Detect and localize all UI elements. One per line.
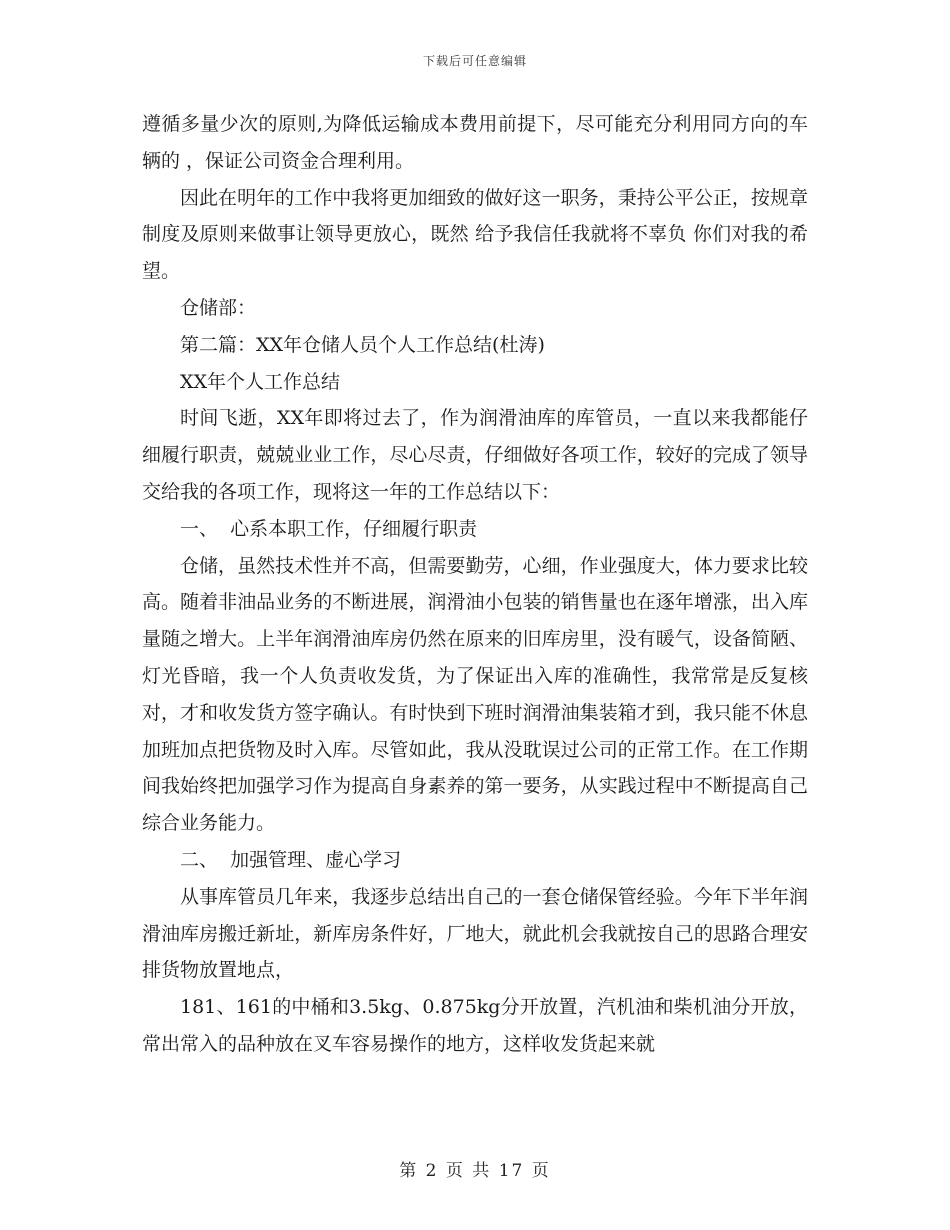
section-subtitle: XX年个人工作总结 — [180, 370, 341, 393]
document-body — [142, 106, 808, 1063]
paragraph-1: 遵循多量少次的原则,为降低运输成本费用前提下，尽可能充分利用同方向的车辆的 ，保证公司资金合理利用。 — [142, 113, 808, 172]
paragraph-3: 仓储部： — [180, 296, 257, 319]
section-title-2: 第二篇：XX年仓储人员个人工作总结(杜涛) — [180, 333, 545, 356]
heading-2: 二、 加强管理、虚心学习 — [180, 848, 402, 871]
paragraph-experience: 从事库管员几年来，我逐步总结出自己的一套仓储保管经验。今年下半年润滑油库房搬迁新址，新库房条件好，厂地大，就此机会我就按自己的思路合理安排货物放置地点， — [142, 885, 808, 982]
paragraph-storage: 181、161的中桶和3.5kg、0.875kg分开放置，汽机油和柴机油分开放，常出常入的品种放在叉车容易操作的地方，这样收发货起来就 — [142, 996, 808, 1055]
paragraph-intro: 时间飞逝，XX年即将过去了，作为润滑油库的库管员，一直以来我都能仔细履行职责，兢兢业业工作，尽心尽责，仔细做好各项工作，较好的完成了领导交给我的各项工作，现将这一年的工作总结以下： — [142, 407, 808, 503]
page-header: 下载后可任意编辑 — [422, 54, 527, 68]
page-number: 第 2 页 共 17 页 — [399, 1161, 551, 1181]
heading-1: 一、 心系本职工作，仔细履行职责 — [180, 517, 478, 540]
paragraph-2: 因此在明年的工作中我将更加细致的做好这一职务，秉持公平公正，按规章制度及原则来做事让领导更放心，既然 给予我信任我就将不辜负 你们对我的希望。 — [142, 186, 808, 283]
paragraph-warehouse: 仓储，虽然技术性并不高，但需要勤劳，心细，作业强度大，体力要求比较高。随着非油品业务的不断进展，润滑油小包装的销售量也在逐年增涨，出入库量随之增大。上半年润滑油库房仍然在原来的旧库房里，没有暖气，设备简陋、灯光昏暗，我一个人负责收发货，为了保证出入库的准确性，我常常是反复核对，才和收发货方签字确认。有时快到下班时润滑油集装箱才到，我只能不休息加班加点把货物及时入库。尽管如此，我从没耽误过公司的正常工作。在工作期间我始终把加强学习作为提高自身素养的第一要务，从实践过程中不断提高自己综合业务能力。 — [142, 554, 808, 835]
